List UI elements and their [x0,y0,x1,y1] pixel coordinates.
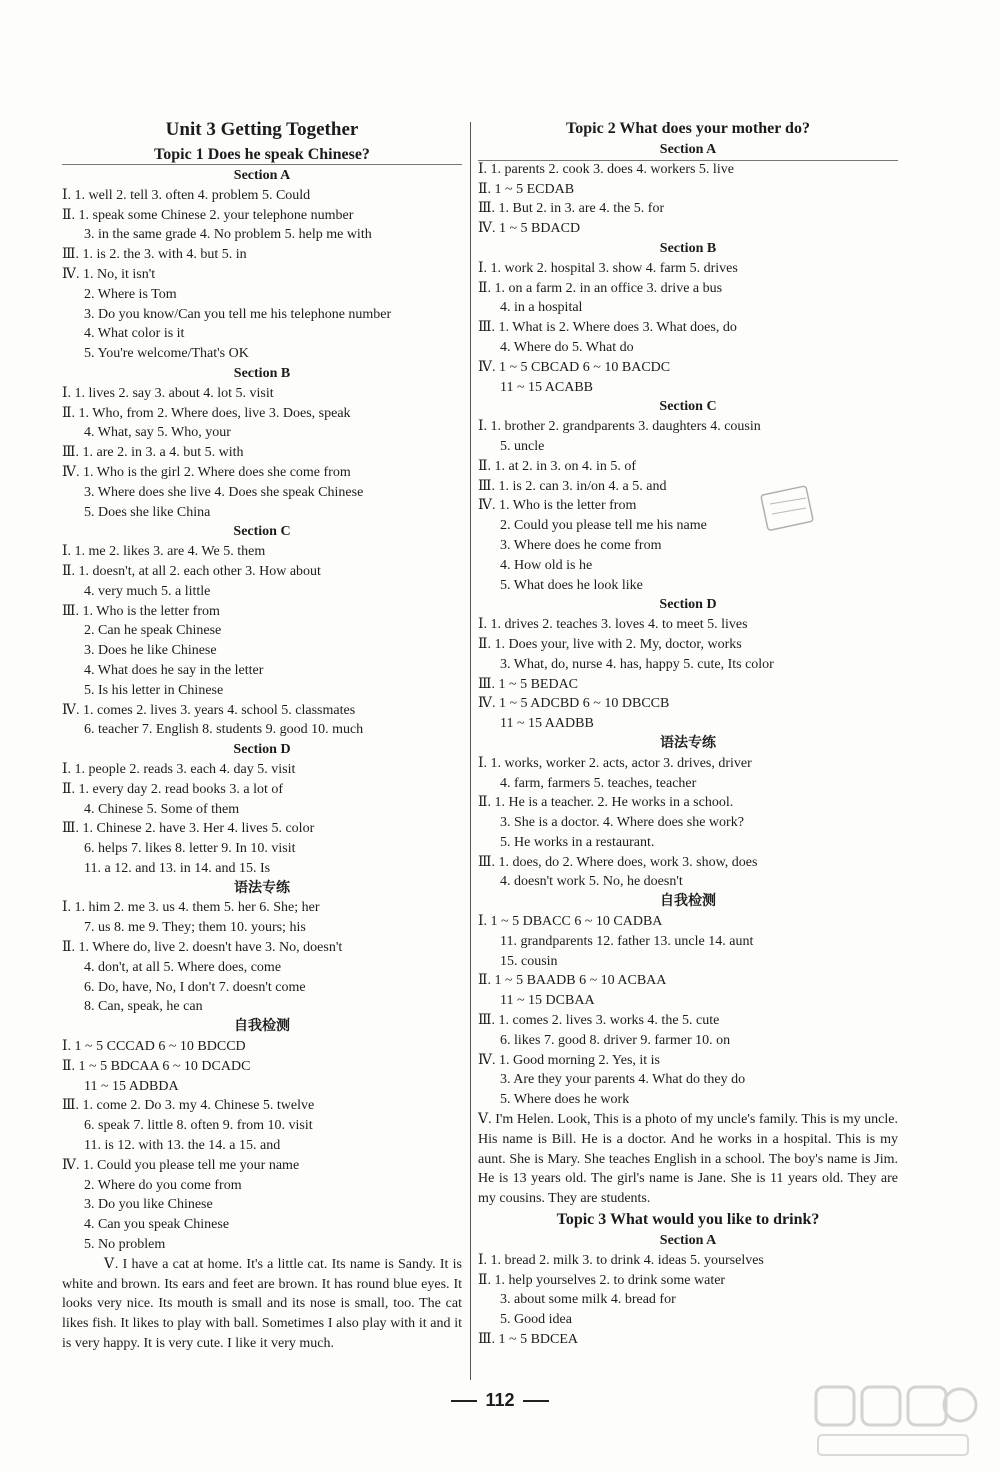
answer-line: 4. What, say 5. Who, your [84,425,231,441]
section-heading: Section C [233,524,291,540]
answer-line: 3. Do you know/Can you tell me his telephone number [84,306,392,322]
answer-line: 4. farm, farmers 5. teaches, teacher [500,775,697,791]
answer-line: Ⅱ. 1. Does your, live with 2. My, doctor, works [478,636,742,652]
answer-line: Ⅲ. 1. come 2. Do 3. my 4. Chinese 5. twelve [62,1098,315,1114]
answer-line: 5. He works in a restaurant. [500,834,655,850]
answer-line: Ⅱ. 1. on a farm 2. in an office 3. drive a bus [478,280,723,296]
unit-title: Unit 3 Getting Together [165,119,359,140]
answer-line: 11 ~ 15 DCBAA [500,993,595,1009]
answer-line: Ⅳ. 1. No, it isn't [62,266,156,282]
answer-line: Ⅰ. 1. well 2. tell 3. often 4. problem 5. Could [62,187,311,203]
answer-line: 4. very much 5. a little [84,583,211,599]
answer-line: Ⅳ. 1 ~ 5 ADCBD 6 ~ 10 DBCCB [478,696,670,712]
answer-line: 6. teacher 7. English 8. students 9. good 10. much [84,722,364,738]
answer-line: 4. How old is he [500,557,593,573]
answer-line: Ⅰ. 1. brother 2. grandparents 3. daughters 4. cousin [478,419,761,435]
answer-line: 4. doesn't work 5. No, he doesn't [500,874,683,890]
answer-line: 5. What does he look like [500,577,643,593]
answer-line: 11 ~ 15 ACABB [500,379,594,395]
answer-line: 6. likes 7. good 8. driver 9. farmer 10. on [500,1032,731,1048]
answer-line: 6. speak 7. little 8. often 9. from 10. visit [84,1118,313,1134]
answer-line: Ⅰ. 1. me 2. likes 3. are 4. We 5. them [62,544,266,560]
answer-line: Ⅳ. 1 ~ 5 CBCAD 6 ~ 10 BACDC [478,359,671,375]
answer-line: Ⅲ. 1. Chinese 2. have 3. Her 4. lives 5. color [62,821,315,837]
answer-line: Ⅲ. 1. is 2. the 3. with 4. but 5. in [62,247,247,263]
answer-line: Ⅰ. 1. work 2. hospital 3. show 4. farm 5. drives [478,260,738,276]
answer-line: 3. She is a doctor. 4. Where does she work? [500,815,744,831]
answer-line: Ⅱ. 1. help yourselves 2. to drink some water [478,1272,726,1288]
answer-line: 4. in a hospital [500,300,583,316]
answer-line: 4. Can you speak Chinese [84,1217,230,1233]
answer-line: Ⅳ. 1. comes 2. lives 3. years 4. school 5. classmates [62,702,356,718]
answer-line: Ⅲ. 1. comes 2. lives 3. works 4. the 5. cute [478,1013,720,1029]
answer-line: Ⅲ. 1. are 2. in 3. a 4. but 5. with [62,445,244,461]
answer-line: 5. Does she like China [84,504,211,520]
answer-line: 2. Can he speak Chinese [84,623,222,639]
answer-line: Ⅳ. 1 ~ 5 BDACD [478,221,581,237]
answer-line: 5. uncle [500,438,545,454]
section-heading: Section A [233,168,291,183]
answer-line: Ⅲ. 1 ~ 5 BEDAC [478,676,579,692]
section-heading: 自我检测 [660,894,716,910]
answer-line: Ⅲ. 1 ~ 5 BDCEA [478,1332,579,1348]
answer-line: 7. us 8. me 9. They; them 10. yours; his [84,920,306,936]
answer-line: Ⅱ. 1. Where do, live 2. doesn't have 3. No, doesn't [62,940,343,956]
section-heading: 自我检测 [234,1019,290,1035]
watermark-logo [810,1383,980,1463]
answer-line: 11 ~ 15 ADBDA [84,1078,179,1094]
section-heading: 语法专练 [660,735,716,751]
column-divider [470,122,471,1380]
section-heading: Section A [659,1233,717,1249]
answer-line: Ⅰ. 1 ~ 5 CCCAD 6 ~ 10 BDCCD [62,1039,246,1055]
answer-line: Ⅰ. 1. works, worker 2. acts, actor 3. drives, driver [478,755,752,771]
answer-line: Ⅱ. 1. every day 2. read books 3. a lot of [62,781,284,797]
answer-line: Ⅱ. 1. speak some Chinese 2. your telephone number [62,207,354,223]
answer-line: Ⅲ. 1. What is 2. Where does 3. What does, do [478,320,737,336]
answer-line: Ⅲ. 1. does, do 2. Where does, work 3. show, does [478,854,758,870]
answer-line: 4. Where do 5. What do [500,339,634,355]
answer-line: Ⅰ. 1. him 2. me 3. us 4. them 5. her 6. She; her [62,900,320,916]
section-heading: Section D [659,597,717,613]
answer-paragraph: Ⅴ. I have a cat at home. It's a little cat. Its name is Sandy. It is white and brown. Its ears and feet are brown. It has round blue eyes. It looks very nice. Its mouth is small and its nose is small, too. The cat likes fish. It likes to play with ball. Sometimes I also play with it and it is very happy. It is very cute. I like it very much. [62,1256,462,1352]
answer-line: Ⅰ. 1 ~ 5 DBACC 6 ~ 10 CADBA [478,914,663,930]
answer-line: Ⅱ. 1. He is a teacher. 2. He works in a school. [478,795,734,811]
section-heading: Section B [659,240,717,256]
answer-line: 4. What does he say in the letter [84,662,264,678]
answer-line: Ⅱ. 1 ~ 5 ECDAB [478,181,575,197]
answer-line: Ⅰ. 1. people 2. reads 3. each 4. day 5. visit [62,761,296,777]
answer-line: 3. Does he like Chinese [84,643,217,659]
answer-line: 2. Where do you come from [84,1177,242,1193]
answer-line: Ⅱ. 1 ~ 5 BDCAA 6 ~ 10 DCADC [62,1058,251,1074]
answer-line: 11. is 12. with 13. the 14. a 15. and [84,1138,281,1154]
answer-line: 8. Can, speak, he can [84,999,203,1015]
answer-line: 2. Where is Tom [84,286,177,302]
answer-line: 3. Do you like Chinese [84,1197,213,1213]
answer-line: 3. in the same grade 4. No problem 5. help me with [84,227,372,243]
left-column [62,118,462,1354]
answer-line: 5. No problem [84,1237,166,1253]
answer-line: Ⅰ. 1. drives 2. teaches 3. loves 4. to meet 5. lives [478,617,748,633]
answer-line: 3. Where does she live 4. Does she speak Chinese [84,484,364,500]
answer-line: Ⅳ. 1. Who is the girl 2. Where does she come from [62,464,351,480]
page-number: 112 [0,1390,1000,1411]
section-heading: Section C [659,399,717,415]
right-column [478,118,898,1350]
answer-line: 4. What color is it [84,326,185,342]
answer-line: 3. Are they your parents 4. What do they do [500,1072,746,1088]
answer-line: Ⅱ. 1. doesn't, at all 2. each other 3. How about [62,563,321,579]
answer-line: Ⅲ. 1. Who is the letter from [62,603,220,619]
answer-line: 2. Could you please tell me his name [500,518,707,534]
answer-line: Ⅲ. 1. But 2. in 3. are 4. the 5. for [478,201,665,217]
answer-line: 3. Where does he come from [500,537,662,553]
topic-title: Topic 3 What would you like to drink? [556,1211,820,1229]
topic-title: Topic 1 Does he speak Chinese? [154,146,370,163]
section-heading: Section D [233,742,291,758]
answer-line: Ⅲ. 1. is 2. can 3. in/on 4. a 5. and [478,478,667,494]
answer-line: Ⅳ. 1. Could you please tell me your name [62,1157,300,1173]
answer-line: 3. about some milk 4. bread for [500,1292,676,1308]
section-heading: Section B [233,365,291,381]
answer-line: 11. grandparents 12. father 13. uncle 14. aunt [500,933,754,949]
answer-line: 5. Where does he work [500,1092,630,1108]
answer-line: 11. a 12. and 13. in 14. and 15. Is [84,860,271,876]
answer-line: 3. What, do, nurse 4. has, happy 5. cute, Its color [500,656,774,672]
answer-line: Ⅳ. 1. Good morning 2. Yes, it is [478,1052,661,1068]
answer-line: Ⅱ. 1. at 2. in 3. on 4. in 5. of [478,458,637,474]
answer-line: 5. Is his letter in Chinese [84,682,224,698]
topic-title: Topic 2 What does your mother do? [566,120,810,137]
answer-paragraph: Ⅴ. I'm Helen. Look, This is a photo of my uncle's family. This is my uncle. His name is Bill. He is a doctor. And he works in a hospital. This is my aunt. She is Mary. She teaches English in a school. The boy's name is Jim. He is 13 years old. The girl's name is Jane. She is 11 years old. They are my cousins. They are students. [478,1112,898,1207]
answer-line: Ⅱ. 1 ~ 5 BAADB 6 ~ 10 ACBAA [478,973,667,989]
section-heading: Section A [659,142,717,157]
answer-line: 6. Do, have, No, I don't 7. doesn't come [84,979,306,995]
answer-line: 5. Good idea [500,1312,572,1328]
answer-line: 4. Chinese 5. Some of them [84,801,240,817]
answer-line: Ⅰ. 1. lives 2. say 3. about 4. lot 5. visit [62,385,274,401]
answer-line: 5. You're welcome/That's OK [84,346,249,362]
answer-line: 4. don't, at all 5. Where does, come [84,959,282,975]
answer-line: 15. cousin [500,953,558,969]
section-heading: 语法专练 [234,880,290,896]
answer-line: Ⅱ. 1. Who, from 2. Where does, live 3. Does, speak [62,405,351,421]
answer-line: Ⅰ. 1. bread 2. milk 3. to drink 4. ideas 5. yourselves [478,1252,764,1268]
answer-line: Ⅰ. 1. parents 2. cook 3. does 4. workers 5. live [478,161,734,177]
answer-line: 6. helps 7. likes 8. letter 9. In 10. visit [84,841,296,857]
answer-line: 11 ~ 15 AADBB [500,716,594,732]
answer-line: Ⅳ. 1. Who is the letter from [478,498,637,514]
stamp-mark [760,484,816,532]
